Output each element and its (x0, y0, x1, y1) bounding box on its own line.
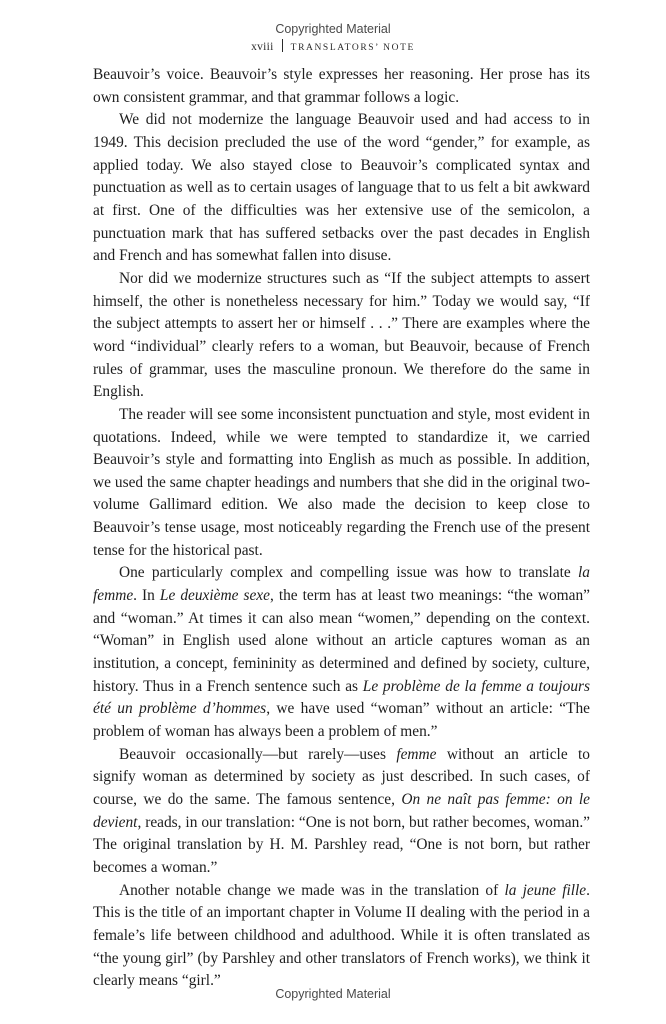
italic-phrase: Le problème de la femme a toujours été un problème d’hommes (93, 677, 590, 718)
italic-phrase: la femme (93, 564, 590, 605)
paragraph-5 (93, 562, 590, 743)
text-run: Beauvoir’s voice. Beauvoir’s style expresses her reasoning. Her prose has its own consistent grammar, and that grammar follows a logic. (93, 66, 590, 106)
watermark-bottom: Copyrighted Material (275, 987, 391, 1001)
paragraph-1 (93, 64, 590, 109)
paragraph-4 (93, 404, 590, 563)
paragraph-2 (93, 109, 590, 268)
text-run: The reader will see some inconsistent punctuation and style, most evident in quotations. Indeed, while we were tempted to standardize it, we carried Beauvoir’s style and formatting into English as much as possible. In addition, we used the same chapter headings and numbers that she did in the original two-volume Gallimard edition. We also made the decision to keep close to Beauvoir’s tense usage, most noticeably regarding the French use of the present tense for the historical past. (93, 405, 590, 559)
text-run: Beauvoir occasionally—but rarely—uses (119, 745, 397, 763)
body-text (93, 64, 590, 993)
page-number: xviii (251, 41, 274, 53)
text-run: , reads, in our translation: “One is not born, but rather becomes, woman.” The original translation by H. M. Parshley read, “One is not born, but rather becomes a woman.” (93, 813, 590, 876)
paragraph-6 (93, 744, 590, 880)
text-run: . This is the title of an important chapter in Volume II dealing with the period in a female’s life between childhood and adulthood. While it is often translated as “the young girl” (by Parshley and other translators of French works), we think it clearly means “girl.” (93, 881, 591, 990)
paragraph-3 (93, 268, 590, 404)
text-run: without an article to signify woman as determined by society as just described. In such cases, of course, we do the same. The famous sentence, (93, 745, 590, 808)
italic-phrase: Le deuxième sexe (159, 587, 270, 605)
italic-phrase: la jeune fille (504, 881, 587, 899)
italic-phrase: femme (396, 745, 437, 763)
text-run: . In (133, 587, 160, 605)
text-run: , we have used “woman” without an article: “The problem of woman has always been a problem of men.” (93, 700, 590, 741)
paragraph-7 (93, 880, 590, 993)
running-head-title: TRANSLATORS’ NOTE (290, 43, 415, 53)
text-run: We did not modernize the language Beauvoir used and had access to in 1949. This decision precluded the use of the word “gender,” for example, as applied today. We also stayed close to Beauvoir’s complicated syntax and punctuation as well as to certain usages of language that to us felt a bit awkward at first. One of the difficulties was her extensive use of the semicolon, a punctuation mark that has suffered setbacks over the past decades in English and French and has somewhat fallen into disuse. (93, 111, 590, 265)
italic-phrase: On ne naît pas femme: on le devient (93, 791, 590, 831)
running-head-divider (282, 39, 283, 52)
running-head (0, 39, 666, 53)
text-run: One particularly complex and compelling issue was how to translate (119, 564, 579, 582)
watermark-top: Copyrighted Material (275, 22, 391, 36)
text-run: , the term has at least two meanings: “the woman” and “woman.” At times it can also mean “women,” depending on the context. “Woman” in English used alone without an article captures woman as an institution, a concept, femininity as determined and defined by society, culture, history. Thus in a French sentence such as (93, 587, 590, 695)
text-run: Another notable change we made was in the translation of (119, 881, 505, 899)
text-run: Nor did we modernize structures such as “If the subject attempts to assert himself, the other is nonetheless necessary for him.” Today we would say, “If the subject attempts to assert her or himself . . .” There are examples where the word “individual” clearly refers to a woman, but Beauvoir, because of French rules of grammar, uses the masculine pronoun. We therefore do the same in English. (93, 269, 590, 401)
